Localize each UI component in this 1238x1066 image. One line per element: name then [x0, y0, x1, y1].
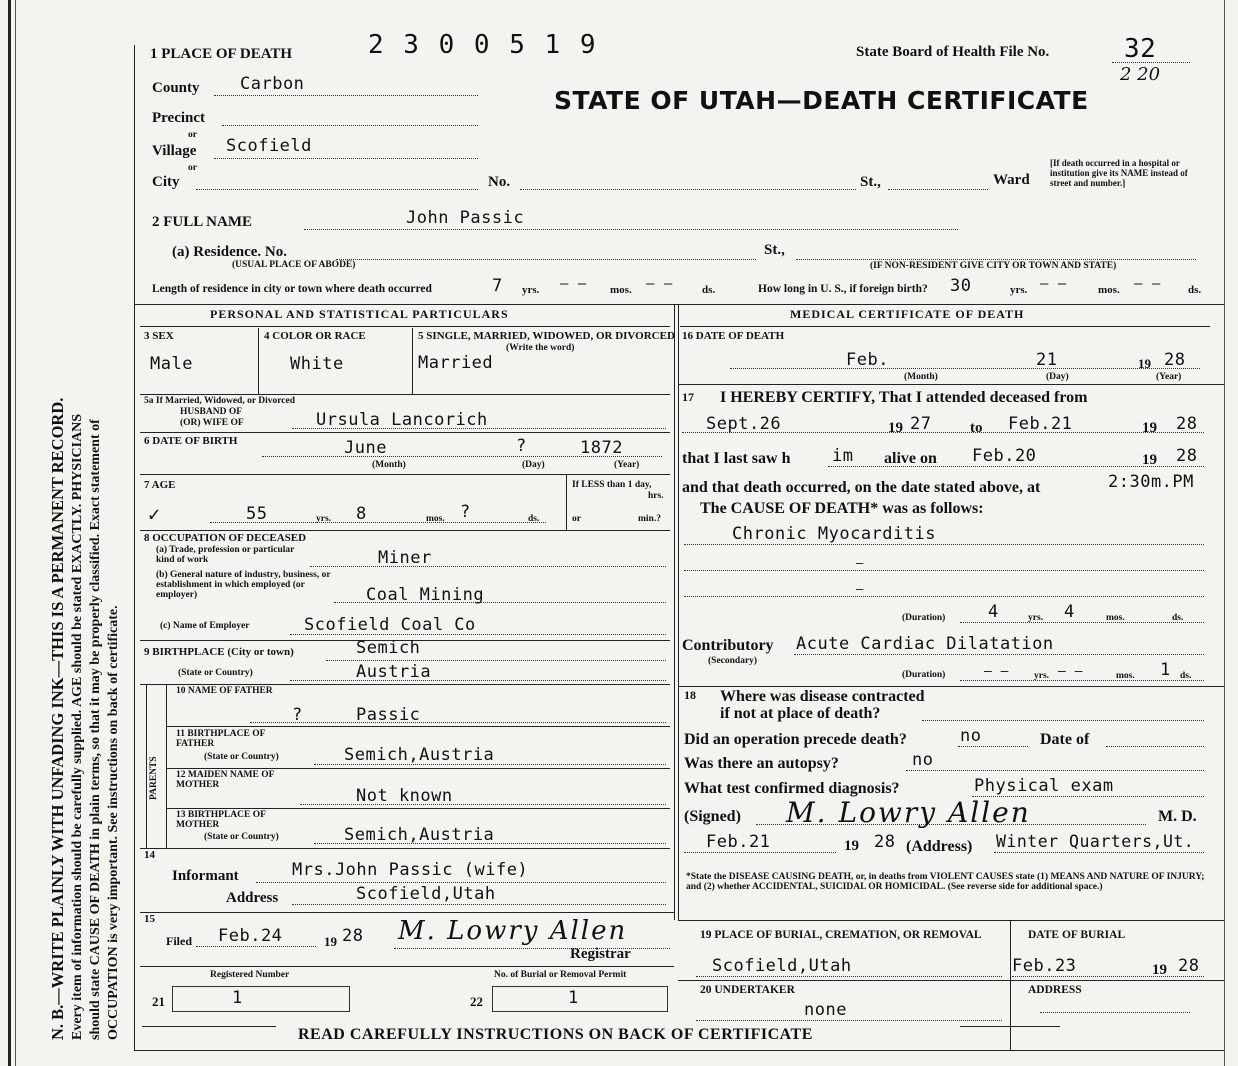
or-text-2: or: [188, 163, 197, 173]
residence-ds-label: ds.: [702, 284, 716, 296]
duration-label: (Duration): [902, 613, 946, 623]
death-time: 2:30m.PM: [1108, 472, 1194, 492]
section-divider: [134, 304, 1224, 305]
physician-address-value: Winter Quarters,Ut.: [996, 832, 1195, 851]
burial-date-value: Feb.23: [1012, 956, 1077, 976]
attended-from-date: Sept.26: [706, 414, 782, 434]
dob-label: 6 DATE OF BIRTH: [144, 435, 238, 447]
hrs-label: hrs.: [648, 491, 664, 501]
spouse-label-c: (OR) WIFE OF: [180, 418, 244, 428]
autopsy-label: Was there an autopsy?: [684, 755, 839, 772]
registrar-signature: M. Lowry Allen: [398, 916, 628, 946]
medical-rule-3: [678, 920, 1224, 921]
age-years: 55: [246, 504, 268, 524]
num-21: 21: [152, 994, 165, 1009]
row-rule-7: [140, 848, 670, 849]
dob-day-label: (Day): [522, 460, 545, 470]
frame-right: [1224, 0, 1225, 1066]
certify-text: I HEREBY CERTIFY, That I attended deceased from: [720, 389, 1088, 406]
filed-year: 28: [342, 926, 364, 946]
burial-permit-value: 1: [568, 988, 579, 1008]
signed-date: Feb.21: [706, 832, 771, 852]
duration2-ds: 1: [1160, 660, 1171, 680]
residence-label: (a) Residence. No.: [172, 244, 287, 260]
color-value: White: [290, 354, 344, 374]
burial-place-value: Scofield,Utah: [712, 956, 852, 976]
physician-signature: M. Lowry Allen: [786, 796, 1031, 829]
signed-year-prefix: 19: [844, 838, 859, 854]
informant-address-value: Scofield,Utah: [356, 884, 496, 904]
birthplace-label: 9 BIRTHPLACE (City or town): [144, 646, 294, 658]
filed-year-prefix: 19: [324, 934, 337, 949]
mother-birthplace-label: 13 BIRTHPLACE OF MOTHER: [176, 810, 266, 830]
from-year-prefix: 19: [888, 420, 903, 436]
operation-label: Did an operation precede death?: [684, 731, 907, 748]
dob-day: ?: [516, 436, 527, 456]
frame-left: [134, 45, 135, 1050]
marital-label: 5 SINGLE, MARRIED, WIDOWED, OR DIVORCED: [418, 330, 675, 342]
father-birthplace-value: Semich,Austria: [344, 745, 495, 765]
county-value: Carbon: [240, 74, 305, 94]
footnote: *State the DISEASE CAUSING DEATH, or, in deaths from VIOLENT CAUSES state (1) MEANS AND NATURE OF INJURY; and (2) whether ACCIDENTAL, SUICIDAL OR HOMICIDAL. (See reverse side for additional space.): [686, 872, 1205, 892]
burial-year-prefix: 19: [1152, 962, 1167, 978]
or-label: or: [572, 514, 581, 524]
row-rule-4: [140, 530, 670, 531]
cause-value: Chronic Myocarditis: [732, 524, 936, 544]
mother-birthplace-state: (State or Country): [204, 832, 279, 842]
age-checkmark: ✓: [148, 502, 161, 526]
column-divider: [674, 304, 675, 920]
to-year-prefix: 19: [1142, 420, 1157, 436]
dob-month-label: (Month): [372, 460, 406, 470]
medical-rule-2: [678, 686, 1224, 687]
row-rule-3: [140, 474, 670, 475]
residence-st-label: St.,: [764, 242, 785, 258]
village-label: Village: [152, 143, 197, 159]
father-label: 10 NAME OF FATHER: [176, 686, 273, 696]
less-than-label: If LESS than 1 day,: [572, 480, 652, 490]
footer-rule-left: [142, 1026, 276, 1027]
num-18: 18: [684, 688, 696, 702]
father-birthplace-state: (State or Country): [204, 752, 279, 762]
no-label: No.: [488, 174, 511, 190]
frame-bottom: [134, 1050, 1224, 1051]
occupation-b-label: (b) General nature of industry, business, or establishment in which employed (or employer): [156, 570, 331, 600]
place-of-death-label: 1 PLACE OF DEATH: [150, 46, 293, 62]
secondary-label: (Secondary): [708, 656, 758, 666]
us-ds-label: ds.: [1188, 284, 1202, 296]
duration2-mos: — —: [1058, 664, 1083, 679]
father-question: ?: [292, 705, 303, 725]
dod-day: 21: [1036, 350, 1058, 370]
burial-place-label: 19 PLACE OF BURIAL, CREMATION, OR REMOVAL: [700, 929, 982, 941]
filed-label: Filed: [166, 934, 192, 948]
color-label: 4 COLOR OR RACE: [264, 330, 366, 342]
undertaker-label: 20 UNDERTAKER: [700, 984, 795, 996]
occupation-value: Miner: [378, 548, 432, 568]
signed-year: 28: [874, 832, 896, 852]
signed-label: (Signed): [684, 808, 741, 825]
county-label: County: [152, 80, 200, 96]
physician-address-label: (Address): [906, 838, 973, 855]
residence-ds: — —: [646, 276, 673, 292]
father-birthplace-label: 11 BIRTHPLACE OF FATHER: [176, 729, 266, 749]
us-mos-label: mos.: [1098, 284, 1120, 296]
residence-yrs-label: yrs.: [522, 284, 540, 296]
date-of-label: Date of: [1040, 731, 1090, 748]
us-mos: — —: [1040, 276, 1067, 292]
age-months: 8: [356, 504, 367, 524]
side-note-2: Every item of information should be carefully supplied. AGE should be stated EXACTLY. PHYSICIANS: [70, 413, 85, 1040]
attended-to-date: Feb.21: [1008, 414, 1073, 434]
burial-date-label: DATE OF BURIAL: [1028, 929, 1126, 941]
burial-divider: [1010, 920, 1011, 1050]
employer-value: Scofield Coal Co: [304, 615, 476, 635]
duration2-mos-label: mos.: [1116, 671, 1135, 681]
operation-value: no: [960, 726, 982, 746]
residence-yrs: 7: [492, 276, 503, 296]
duration2-yrs-label: yrs.: [1034, 671, 1050, 681]
nonresident-label: (IF NON-RESIDENT GIVE CITY OR TOWN AND STATE): [870, 261, 1117, 271]
age-label: 7 AGE: [144, 479, 176, 491]
parents-label: PARENTS: [149, 756, 159, 800]
parents-rule-1: [166, 726, 670, 727]
last-saw-label: that I last saw h: [682, 450, 791, 467]
registered-number-box: [172, 986, 350, 1012]
cause-dash-2: —: [856, 582, 864, 596]
row-rule-2: [140, 432, 670, 433]
spouse-label-b: HUSBAND OF: [180, 407, 243, 417]
undertaker-value: none: [804, 1000, 847, 1020]
file-no-label: State Board of Health File No.: [856, 44, 1050, 60]
residence-mos-label: mos.: [610, 284, 632, 296]
filed-date: Feb.24: [218, 926, 283, 946]
dob-year-label: (Year): [614, 460, 640, 470]
attended-to-year: 28: [1176, 414, 1198, 434]
registrar-label: Registrar: [570, 946, 631, 962]
cause-dash-1: —: [856, 556, 864, 570]
last-saw-him: im: [832, 446, 854, 466]
full-name-value: John Passic: [406, 208, 525, 228]
occurred-label: and that death occurred, on the date stated above, at: [682, 479, 1041, 496]
registered-number-label: Registered Number: [210, 970, 290, 980]
village-value: Scofield: [226, 136, 312, 156]
registered-number-value: 1: [232, 988, 243, 1008]
age-days-label: ds.: [528, 514, 540, 524]
left-edge: [8, 0, 11, 1066]
spouse-label-a: 5a If Married, Widowed, or Divorced: [144, 396, 296, 406]
marital-hint: (Write the word): [506, 343, 575, 353]
age-days: ?: [460, 502, 471, 522]
to-label: to: [970, 420, 983, 436]
occupation-label: 8 OCCUPATION OF DECEASED: [144, 532, 307, 544]
personal-title-rule: [140, 326, 670, 327]
parents-left: [146, 684, 147, 848]
dob-year: 1872: [580, 438, 623, 458]
precinct-label: Precinct: [152, 110, 206, 126]
st-label: St.,: [860, 174, 881, 190]
min-label: min.?: [638, 514, 661, 524]
us-yrs-label: yrs.: [1010, 284, 1028, 296]
city-label: City: [152, 174, 180, 190]
duration-yrs: 4: [988, 602, 999, 622]
color-divider: [412, 328, 413, 394]
usual-abode-label: (USUAL PLACE OF ABODE): [232, 260, 356, 270]
burial-permit-label: No. of Burial or Removal Permit: [494, 970, 627, 980]
parents-right: [166, 684, 167, 848]
us-yrs: 30: [950, 276, 972, 296]
burial-permit-box: [492, 986, 668, 1012]
certificate-title: STATE OF UTAH—DEATH CERTIFICATE: [554, 86, 1089, 115]
dod-label: 16 DATE OF DEATH: [682, 330, 785, 342]
alive-year: 28: [1176, 446, 1198, 466]
left-edge-inner: [15, 0, 16, 1066]
dod-month: Feb.: [846, 350, 889, 370]
full-name-label: 2 FULL NAME: [152, 214, 253, 230]
burial-year: 28: [1178, 956, 1200, 976]
contributory-label: Contributory: [682, 637, 774, 654]
mother-value: Not known: [356, 786, 453, 806]
sex-value: Male: [150, 354, 193, 374]
autopsy-value: no: [912, 750, 934, 770]
footer-instructions: READ CAREFULLY INSTRUCTIONS ON BACK OF CERTIFICATE: [298, 1026, 813, 1043]
file-no-extra: 2 20: [1120, 64, 1161, 85]
marital-value: Married: [418, 353, 494, 373]
us-ds: — —: [1134, 276, 1161, 292]
alive-label: alive on: [884, 450, 937, 467]
num-14: 14: [144, 849, 155, 861]
father-value: Passic: [356, 705, 421, 725]
where-contracted-label: Where was disease contracted: [720, 688, 925, 705]
age-years-label: yrs.: [316, 514, 332, 524]
attended-from-year: 27: [910, 414, 932, 434]
informant-value: Mrs.John Passic (wife): [292, 860, 529, 880]
where-contracted-label-2: if not at place of death?: [720, 705, 881, 722]
num-17: 17: [682, 390, 694, 404]
duration-yrs-label: yrs.: [1028, 613, 1044, 623]
employer-label: (c) Name of Employer: [160, 621, 250, 631]
medical-rule-4: [678, 980, 1224, 981]
test-value: Physical exam: [974, 776, 1114, 796]
num-15: 15: [144, 913, 155, 925]
medical-rule-1: [678, 384, 1224, 385]
mother-label: 12 MAIDEN NAME OF MOTHER: [176, 770, 275, 790]
undertaker-address-label: ADDRESS: [1028, 984, 1082, 996]
dod-day-label: (Day): [1046, 372, 1069, 382]
duration2-label: (Duration): [902, 670, 946, 680]
informant-label: Informant: [172, 868, 239, 884]
footer-rule-right: [960, 1026, 1060, 1027]
side-note-1: N. B.—WRITE PLAINLY WITH UNFADING INK—THIS IS A PERMANENT RECORD.: [48, 397, 67, 1040]
duration2-yrs: — —: [984, 664, 1009, 679]
cause-label: The CAUSE OF DEATH* was as follows:: [700, 500, 984, 517]
birthplace-country: Austria: [356, 662, 432, 682]
us-residence-label: How long in U. S., if foreign birth?: [758, 283, 928, 295]
sex-divider: [258, 328, 259, 394]
dod-year-prefix: 19: [1138, 356, 1151, 371]
row-rule-9: [140, 966, 674, 967]
alive-year-prefix: 19: [1142, 452, 1157, 468]
md-label: M. D.: [1158, 808, 1197, 825]
side-note-4: OCCUPATION is very important. See instructions on back of certificate.: [106, 605, 121, 1040]
row-rule-1: [140, 394, 670, 395]
sex-label: 3 SEX: [144, 330, 174, 342]
parents-rule-3: [166, 808, 670, 809]
mother-birthplace-value: Semich,Austria: [344, 825, 495, 845]
alive-date: Feb.20: [972, 446, 1037, 466]
row-rule-6: [140, 684, 670, 685]
duration-mos: 4: [1064, 602, 1075, 622]
duration2-ds-label: ds.: [1180, 671, 1192, 681]
dod-month-label: (Month): [904, 372, 938, 382]
dod-year: 28: [1164, 350, 1186, 370]
medical-title-rule: [680, 326, 1210, 327]
dob-month: June: [344, 438, 387, 458]
industry-value: Coal Mining: [366, 585, 485, 605]
column-divider-inner: [678, 304, 679, 920]
informant-address-label: Address: [226, 890, 279, 906]
parents-rule-2: [166, 768, 670, 769]
length-residence-label: Length of residence in city or town where death occurred: [152, 283, 432, 295]
age-divider: [566, 474, 567, 530]
duration-ds-label: ds.: [1172, 613, 1184, 623]
age-months-label: mos.: [426, 514, 445, 524]
occupation-a-label: (a) Trade, profession or particular kind of work: [156, 545, 295, 565]
ward-note: [If death occurred in a hospital or institution give its NAME instead of street and number.]: [1050, 158, 1188, 188]
medical-section-title: MEDICAL CERTIFICATE OF DEATH: [790, 307, 1025, 321]
side-note-3: should state CAUSE OF DEATH in plain terms, so that it may be properly classified. Exact statement of: [88, 419, 103, 1040]
dod-year-label: (Year): [1156, 372, 1182, 382]
birthplace-city: Semich: [356, 638, 421, 658]
ward-label: Ward: [993, 172, 1030, 188]
birthplace-state-label: (State or Country): [178, 668, 253, 678]
num-22: 22: [470, 994, 483, 1009]
file-no-value: 32: [1124, 34, 1157, 64]
duration-mos-label: mos.: [1106, 613, 1125, 623]
or-text-1: or: [188, 130, 197, 140]
certificate-number: 2 3 0 0 5 1 9: [368, 30, 598, 60]
test-label: What test confirmed diagnosis?: [684, 780, 900, 797]
row-rule-8: [140, 912, 674, 913]
contributory-value: Acute Cardiac Dilatation: [796, 634, 1054, 654]
residence-mos: — —: [560, 276, 587, 292]
personal-section-title: PERSONAL AND STATISTICAL PARTICULARS: [210, 307, 509, 321]
spouse-value: Ursula Lancorich: [316, 410, 488, 430]
